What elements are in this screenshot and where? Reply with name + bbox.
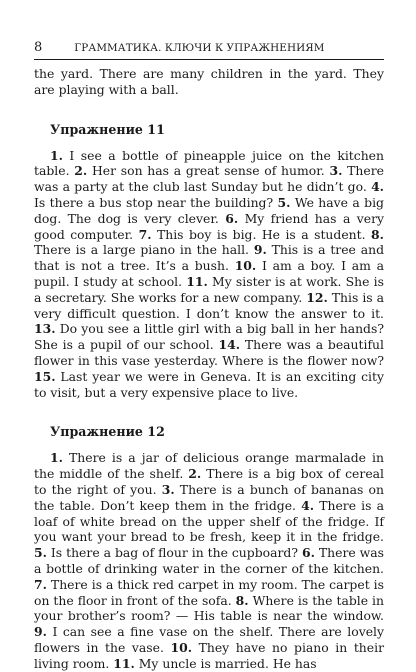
sentence-number: 14. xyxy=(218,337,241,353)
sentence-number: 11. xyxy=(113,655,135,671)
sentence-number: 1. xyxy=(50,147,63,163)
sentence-number: 4. xyxy=(371,179,384,195)
sentence-text: Where is the table in your brother’s room? — His table is near the window. xyxy=(34,592,384,624)
sentence-number: 1. xyxy=(50,450,63,466)
sentence-text: Last year we were in Geneva. It is an exciting city to visit, but a very expensive place to live. xyxy=(34,368,384,400)
section-title-exercise-12: Упражнение 12 xyxy=(50,424,165,440)
intro-paragraph: the yard. There are many children in the yard. They are playing with a ball. xyxy=(34,66,384,97)
sentence-text: My friend has a very good computer. xyxy=(34,210,384,242)
sentence-text: I can see a fine vase on the shelf. There are lovely flowers in the vase. xyxy=(34,624,384,655)
sentence-number: 15. xyxy=(34,368,56,384)
sentence-number: 5. xyxy=(34,545,47,561)
sentence-text: There is a big box of cereal to the right of you. xyxy=(34,466,384,497)
exercise-12-paragraph xyxy=(34,450,384,671)
running-head: ГРАММАТИКА. КЛЮЧИ К УПРАЖНЕНИЯМ xyxy=(74,42,325,54)
sentence-number: 9. xyxy=(253,242,267,258)
sentence-text: I see a bottle of pineapple juice on the kitchen table. xyxy=(34,147,384,179)
exercise-11-paragraph xyxy=(34,148,384,401)
sentence-text: There is a thick red carpet in my room. The carpet is on the floor in front of the sofa. xyxy=(34,576,384,608)
sentence-number: 2. xyxy=(188,466,202,482)
sentence-number: 11. xyxy=(186,273,208,289)
sentence-text: Her son has a great sense of humor. xyxy=(87,163,330,179)
sentence-text: Is there a bus stop near the building? xyxy=(34,194,278,210)
sentence-number: 13. xyxy=(34,321,56,337)
document-page xyxy=(34,40,384,672)
sentence-number: 3. xyxy=(161,481,175,497)
sentence-text: This is a very difficult question. I don’t know the answer to it. xyxy=(34,289,384,321)
sentence-text: This boy is big. He is a student. xyxy=(151,226,372,242)
sentence-text: There is a bunch of bananas on the table. Don’t keep them in the fridge. xyxy=(34,481,384,513)
sentence-text: They have no piano in their living room. xyxy=(34,639,384,671)
sentence-number: 2. xyxy=(74,163,88,179)
sentence-number: 7. xyxy=(34,576,47,592)
sentence-number: 9. xyxy=(34,624,47,640)
sentence-number: 4. xyxy=(301,497,315,513)
sentence-number: 7. xyxy=(138,226,152,242)
sentence-text: Do you see a little girl with a big ball in her hands? She is a pupil of our school. xyxy=(34,321,384,353)
sentence-number: 3. xyxy=(329,163,343,179)
sentence-text: There was a bottle of drinking water in the corner of the kitchen. xyxy=(34,545,384,576)
sentence-text: There is a loaf of white bread on the upper shelf of the fridge. If you want your bread to be fresh, keep it in the fridge. xyxy=(34,497,385,545)
sentence-text: We have a big dog. The dog is very clever. xyxy=(34,194,384,226)
sentence-number: 12. xyxy=(306,289,328,305)
sentence-text: This is a tree and that is not a tree. It’s a bush. xyxy=(34,242,384,274)
sentence-text: I am a boy. I am a pupil. I study at school. xyxy=(34,258,384,289)
sentence-number: 8. xyxy=(371,226,384,242)
sentence-text: My sister is at work. She is a secretary. She works for a new company. xyxy=(34,273,384,305)
sentence-text: Is there a bag of flour in the cupboard? xyxy=(46,545,302,561)
sentence-text: There is a large piano in the hall. xyxy=(34,242,254,258)
sentence-text: My uncle is married. He has xyxy=(134,655,317,671)
sentence-number: 5. xyxy=(277,194,291,210)
sentence-number: 8. xyxy=(235,592,249,608)
section-title-exercise-11: Упражнение 11 xyxy=(50,121,165,137)
page-header xyxy=(34,40,384,60)
sentence-text: There was a party at the club last Sunday but he didn’t go. xyxy=(34,163,384,195)
sentence-number: 6. xyxy=(301,545,315,561)
sentence-number: 10. xyxy=(170,639,193,655)
sentence-number: 6. xyxy=(225,210,239,226)
sentence-number: 10. xyxy=(234,258,257,274)
sentence-text: There was a beautiful flower in this vase yesterday. Where is the flower now? xyxy=(34,337,384,368)
page-number: 8 xyxy=(34,40,43,55)
sentence-text: There is a jar of delicious orange marmalade in the middle of the shelf. xyxy=(34,450,384,482)
